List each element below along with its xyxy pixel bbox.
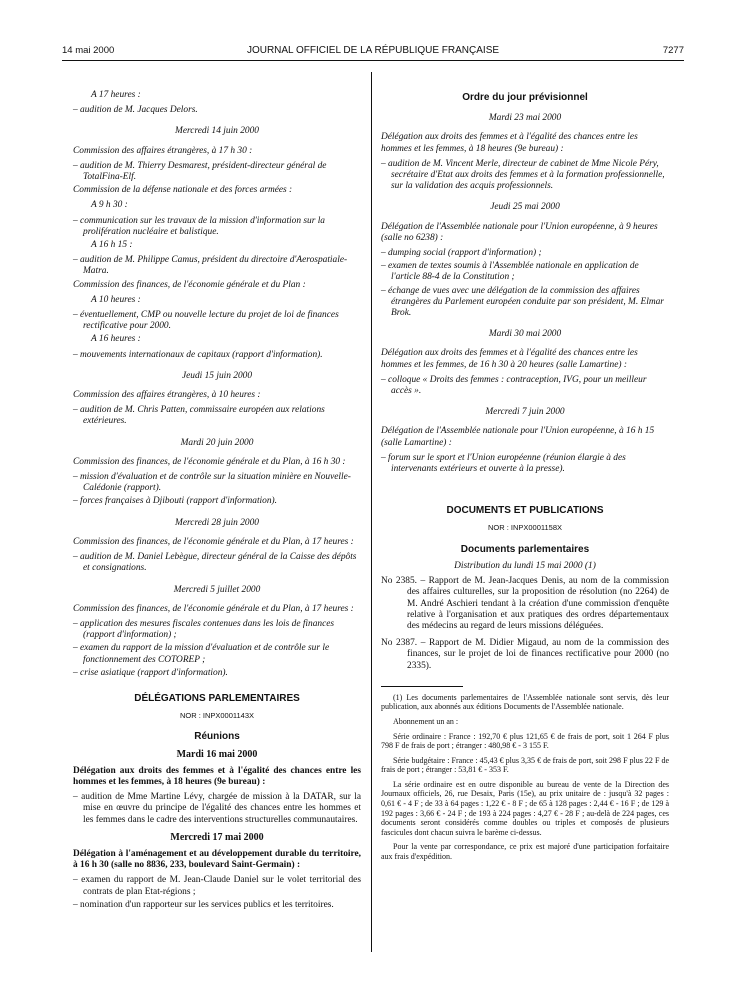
header-date: 14 mai 2000 bbox=[62, 45, 115, 56]
agenda-item: – examen du rapport de la mission d'évaluation et de contrôle sur le fonctionnement des COTOREP ; bbox=[73, 643, 330, 665]
distribution-date: Distribution du lundi 15 mai 2000 (1) bbox=[454, 560, 596, 571]
commission-heading: Commission des affaires étrangères, à 17 h 30 : bbox=[73, 145, 253, 156]
footnote: Série budgétaire : France : 45,43 € plus 3,35 € de frais de port, soit 298 F plus 22 F de frais de port ; étranger : 53,81 € - 353 F. bbox=[381, 755, 669, 775]
date-heading: Mercredi 14 juin 2000 bbox=[175, 126, 259, 137]
footnote: La série ordinaire est en outre disponible au bureau de vente de la Direction des Journaux officiels, 26, rue Desaix, Paris (15e), au prix unitaire de : jusqu'à 32 pages : 0,61 € - 4 F ; de 33 à 64 pages : 1,22 € - 8 F ; de 65 à 128 pages : 2,44 € - 16 F ; de 129 à 192 pages : 3,66 € - 24 F ; de 193 à 224 pages : 4,27 € - 28 F ; au-delà de 224 pages, ces documents seront considérés comme doubles ou triples et composés de plusieurs fascicules dont chacun suivra le barème ci-dessus. bbox=[381, 779, 669, 837]
page-header bbox=[62, 45, 684, 59]
delegation-heading: Délégation de l'Assemblée nationale pour l'Union européenne, à 16 h 15 (salle Lamartine) : bbox=[381, 426, 655, 448]
agenda-item: – forces françaises à Djibouti (rapport d'information). bbox=[73, 496, 277, 507]
left-column bbox=[73, 90, 361, 913]
agenda-item: – communication sur les travaux de la mission d'information sur la prolifération nucléaire et balistique. bbox=[73, 215, 325, 237]
footnote: Abonnement un an : bbox=[393, 716, 459, 726]
subsection-heading: Documents parlementaires bbox=[460, 543, 590, 555]
date-heading: Mardi 30 mai 2000 bbox=[488, 329, 562, 340]
document-entry: No 2385. – Rapport de M. Jean-Jacques Denis, au nom de la commission des affaires culturelles, sur la proposition de résolution (no 2264) de M. André Aschieri tendant à la création d'une commission d'enquête relative à l'organisation et aux pratiques des ordres départementaux des médecins au regard de leurs missions déléguées. bbox=[381, 576, 669, 631]
agenda-item: – forum sur le sport et l'Union européenne (réunion élargie à des intervenants extérieurs et ouverte à la presse). bbox=[381, 452, 626, 475]
agenda-item: – éventuellement, CMP ou nouvelle lecture du projet de loi de finances rectificative pour 2000. bbox=[73, 310, 339, 332]
agenda-item: – nomination d'un rapporteur sur les services publics et les territoires. bbox=[73, 899, 334, 910]
agenda-item: – audition de M. Daniel Lebègue, directeur général de la Caisse des dépôts et consignations. bbox=[73, 552, 357, 574]
agenda-item: – audition de M. Thierry Desmarest, président-directeur général de TotalFina-Elf. bbox=[73, 160, 327, 183]
agenda-item: – audition de M. Chris Patten, commissaire européen aux relations extérieures. bbox=[73, 405, 325, 427]
agenda-item: – audition de M. Philippe Camus, président du directoire d'Aerospatiale-Matra. bbox=[73, 255, 348, 277]
footnote-rule bbox=[381, 686, 463, 687]
agenda-item: – mission d'évaluation et de contrôle sur la situation minière en Nouvelle-Calédonie (rapport). bbox=[73, 472, 351, 494]
column-divider bbox=[371, 72, 372, 952]
agenda-item: – examen de textes soumis à l'Assemblée nationale en application de l'article 88-4 de la Constitution ; bbox=[381, 261, 639, 283]
date-heading: Mercredi 7 juin 2000 bbox=[485, 407, 565, 418]
date-heading: Mercredi 5 juillet 2000 bbox=[173, 584, 261, 595]
delegation-heading: Délégation aux droits des femmes et à l'égalité des chances entre les hommes et les femmes, à 18 heures (9e bureau) : bbox=[381, 132, 638, 154]
time-label: A 16 h 15 : bbox=[91, 240, 133, 251]
agenda-item: – échange de vues avec une délégation de la commission des affaires étrangères du Parlement européen conduite par son président, M. Elmar Brok. bbox=[381, 285, 664, 319]
nor-reference: NOR : INPX0001158X bbox=[487, 523, 563, 533]
agenda-item: – audition de M. Jacques Delors. bbox=[73, 105, 198, 116]
delegation-heading: Délégation à l'aménagement et au développement durable du territoire, à 16 h 30 (salle no 8836, 233, boulevard Saint-Germain) : bbox=[73, 848, 361, 871]
time-label: A 9 h 30 : bbox=[91, 200, 128, 211]
agenda-item: – application des mesures fiscales contenues dans les lois de finances (rapport d'information) ; bbox=[73, 618, 335, 641]
date-heading: Mardi 16 mai 2000 bbox=[176, 748, 258, 760]
agenda-item: – crise asiatique (rapport d'information). bbox=[73, 667, 228, 678]
agenda-item: – dumping social (rapport d'information) ; bbox=[381, 248, 542, 259]
section-heading: DÉLÉGATIONS PARLEMENTAIRES bbox=[134, 692, 300, 704]
commission-heading: Commission des finances, de l'économie générale et du Plan, à 17 heures : bbox=[73, 536, 354, 547]
commission-heading: Commission des finances, de l'économie générale et du Plan, à 16 h 30 : bbox=[73, 456, 346, 467]
time-label: A 17 heures : bbox=[91, 90, 141, 100]
footnote: Série ordinaire : France : 192,70 € plus 121,65 € de frais de port, soit 1 264 F plus 798 F de frais de port ; étranger : 480,98 € - 3 155 F. bbox=[381, 731, 669, 751]
section-heading: DOCUMENTS ET PUBLICATIONS bbox=[446, 505, 604, 517]
date-heading: Jeudi 15 juin 2000 bbox=[181, 370, 253, 381]
subsection-heading: Réunions bbox=[194, 731, 240, 743]
document-entry: No 2387. – Rapport de M. Didier Migaud, au nom de la commission des finances, sur le projet de loi de finances rectificative pour 2000 (no 2335). bbox=[381, 638, 669, 671]
date-heading: Mercredi 28 juin 2000 bbox=[175, 517, 259, 528]
agenda-item: – mouvements internationaux de capitaux (rapport d'information). bbox=[73, 349, 323, 360]
nor-reference: NOR : INPX0001143X bbox=[179, 711, 255, 721]
footnote: Pour la vente par correspondance, ce prix est majoré d'une participation forfaitaire aux frais d'expédition. bbox=[381, 842, 669, 862]
agenda-item: – audition de Mme Martine Lévy, chargée de mission à la DATAR, sur la mise en œuvre du principe de l'égalité des chances entre les hommes et les femmes dans le cadre des interventions structurelles communautaires. bbox=[73, 792, 361, 825]
delegation-heading: Délégation de l'Assemblée nationale pour l'Union européenne, à 9 heures (salle no 6238) : bbox=[381, 221, 658, 243]
commission-heading: Commission des finances, de l'économie générale et du Plan : bbox=[73, 279, 306, 290]
journal-title: JOURNAL OFFICIEL DE LA RÉPUBLIQUE FRANÇAISE bbox=[246, 45, 500, 56]
header-rule bbox=[62, 60, 684, 61]
date-heading: Mardi 23 mai 2000 bbox=[488, 113, 562, 124]
commission-heading: Commission des finances, de l'économie générale et du Plan, à 17 heures : bbox=[73, 603, 354, 614]
date-heading: Mercredi 17 mai 2000 bbox=[170, 831, 264, 843]
agenda-item: – colloque « Droits des femmes : contraception, IVG, pour un meilleur accès ». bbox=[381, 374, 647, 397]
date-heading: Jeudi 25 mai 2000 bbox=[490, 202, 560, 213]
commission-heading: Commission de la défense nationale et des forces armées : bbox=[73, 185, 293, 196]
date-heading: Mardi 20 juin 2000 bbox=[180, 437, 254, 448]
agenda-item: – examen du rapport de M. Jean-Claude Daniel sur le volet territorial des contrats de plan Etat-régions ; bbox=[73, 875, 361, 897]
agenda-item: – audition de M. Vincent Merle, directeur de cabinet de Mme Nicole Péry, secrétaire d'Etat aux droits des femmes et à la formation professionnelle, sur la validation des acquis professionnels. bbox=[381, 158, 665, 192]
time-label: A 16 heures : bbox=[91, 334, 141, 345]
delegation-heading: Délégation aux droits des femmes et à l'égalité des chances entre les hommes et les femmes, à 18 heures (9e bureau) : bbox=[73, 765, 361, 787]
delegation-heading: Délégation aux droits des femmes et à l'égalité des chances entre les hommes et les femmes, de 16 h 30 à 20 heures (salle Lamartine) : bbox=[381, 348, 638, 370]
page-number: 7277 bbox=[662, 45, 684, 56]
footnote: (1) Les documents parlementaires de l'Assemblée nationale sont servis, dès leur publication, aux abonnés aux éditions Documents de l'Assemblée nationale. bbox=[381, 692, 669, 712]
time-label: A 10 heures : bbox=[91, 294, 141, 305]
commission-heading: Commission des affaires étrangères, à 10 heures : bbox=[73, 390, 261, 401]
right-column bbox=[381, 92, 669, 867]
section-heading: Ordre du jour prévisionnel bbox=[462, 92, 588, 103]
